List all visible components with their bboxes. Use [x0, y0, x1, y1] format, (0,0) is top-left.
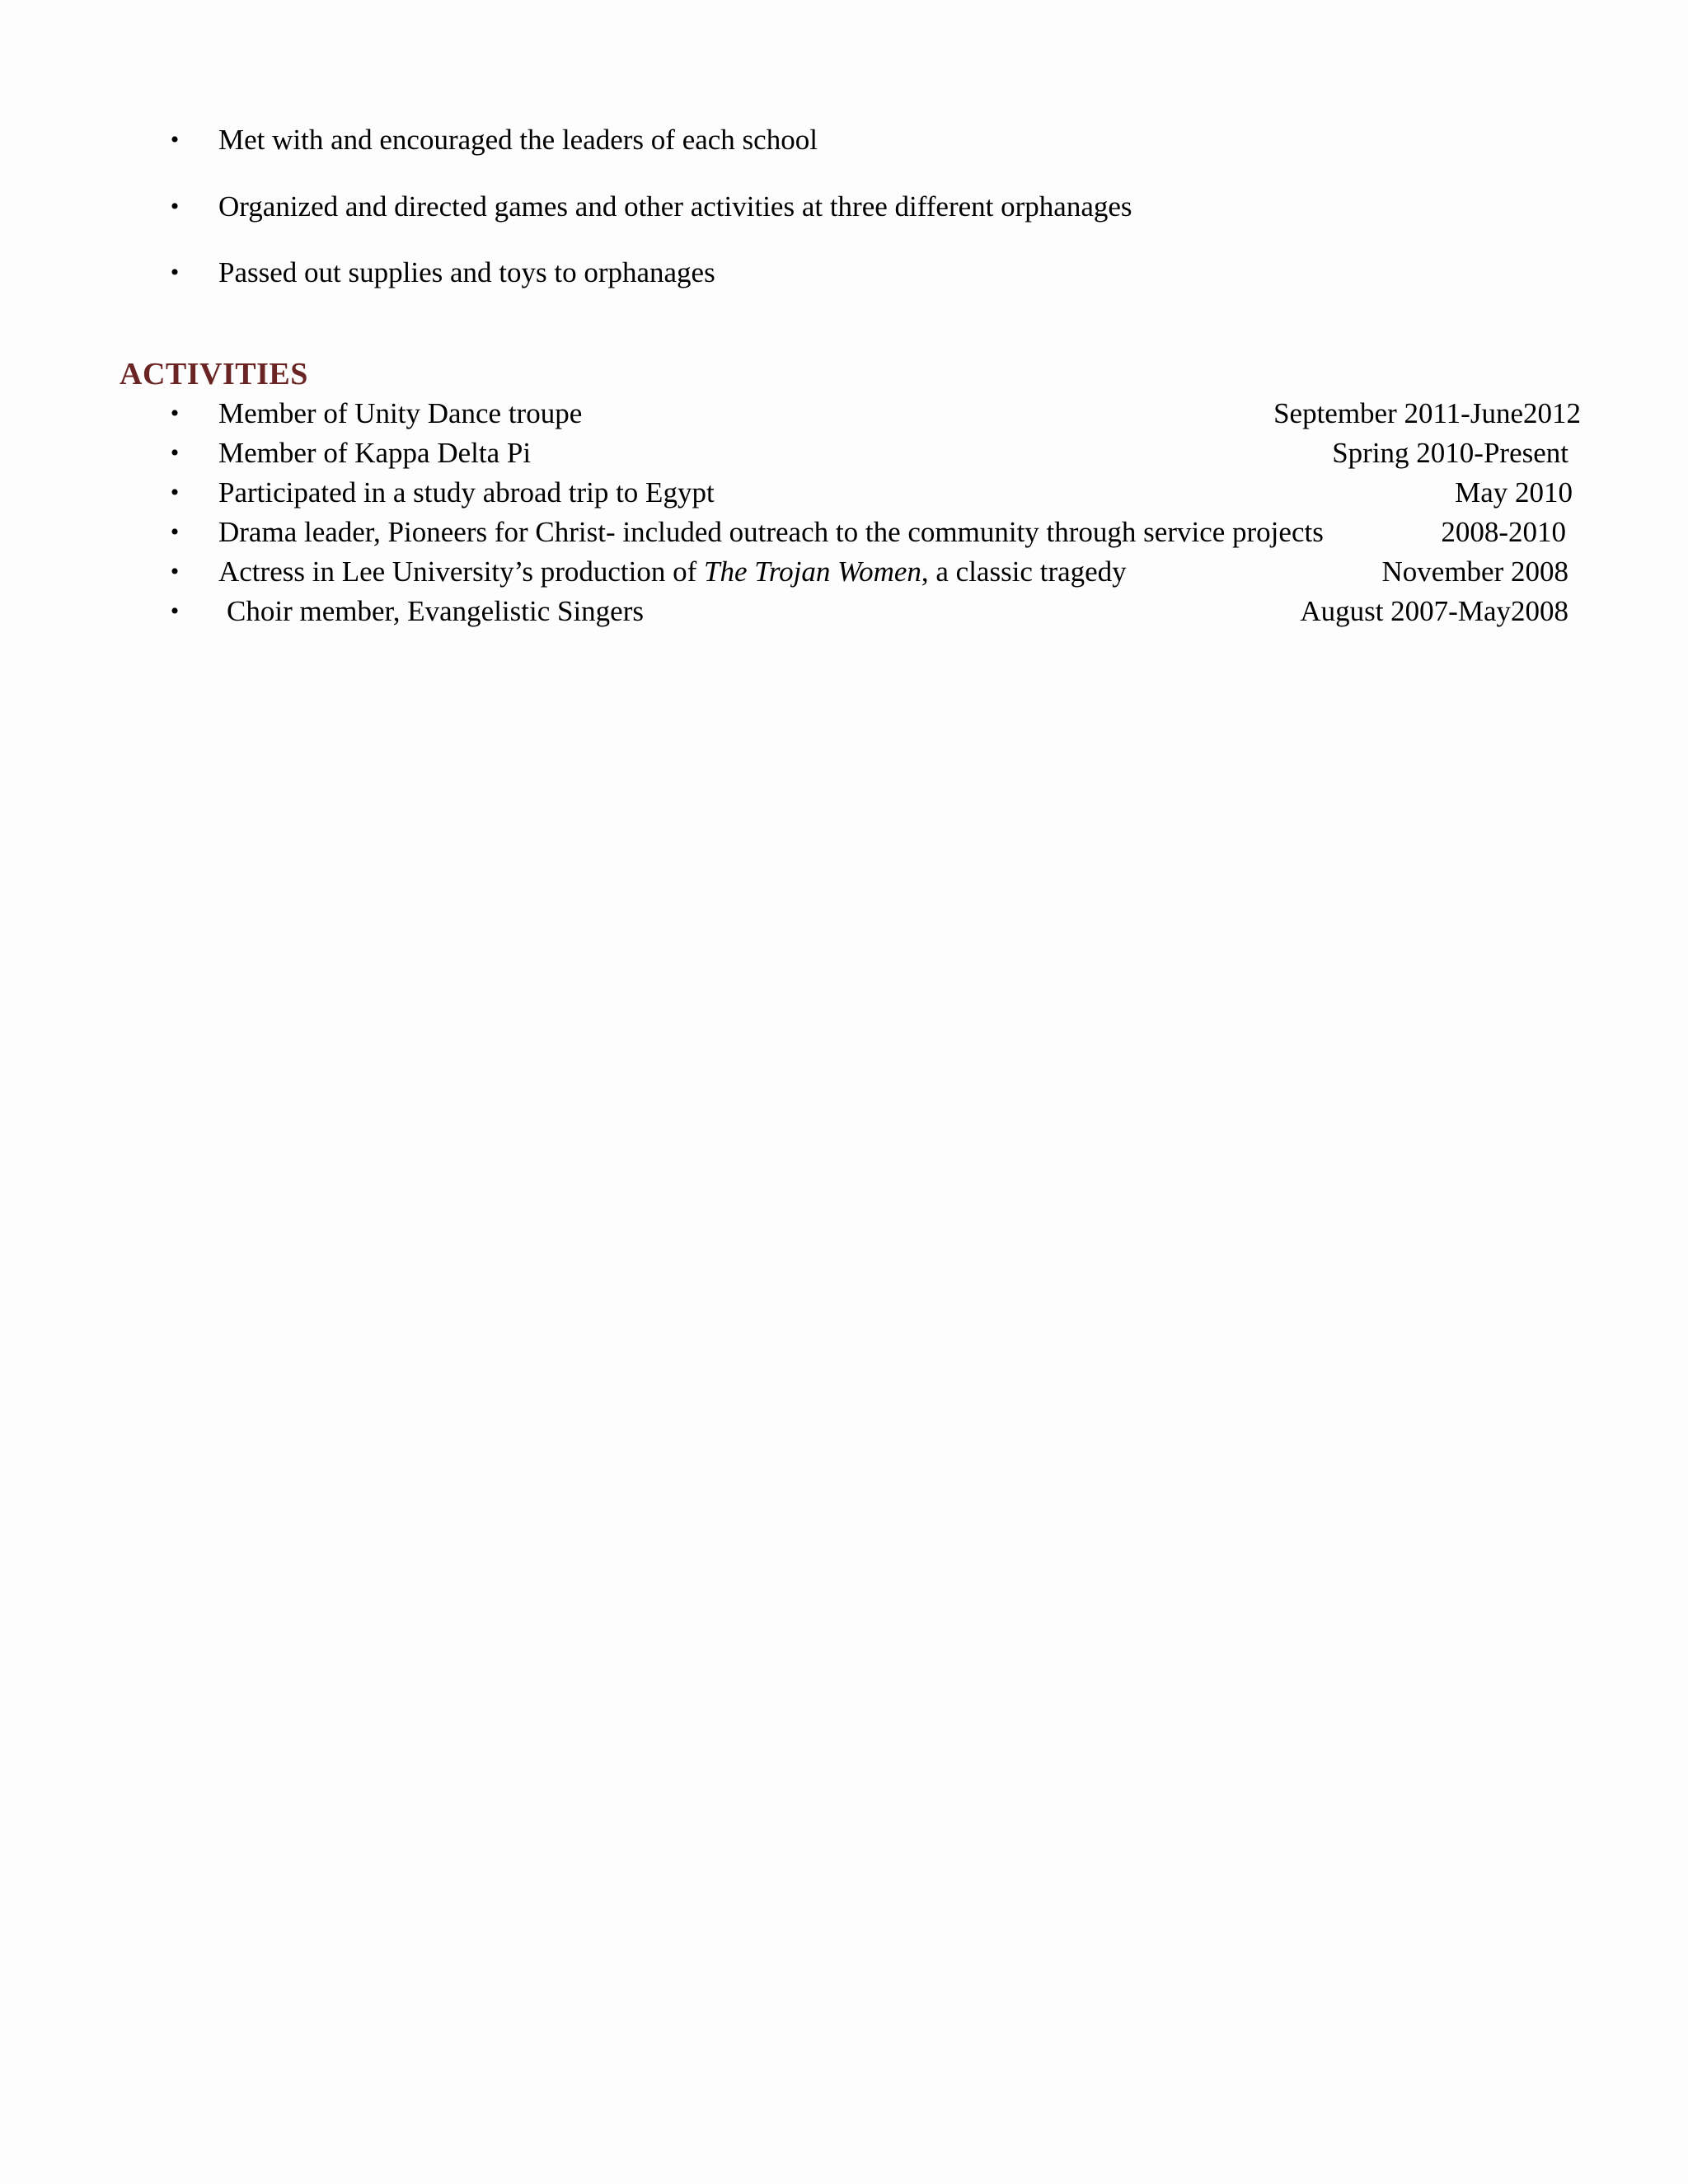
bullet-icon: • [170, 518, 180, 546]
list-item [0, 187, 1688, 227]
activity-text-title: The Trojan Women [704, 555, 921, 588]
bullet-icon: • [170, 400, 180, 427]
activity-item [0, 592, 1688, 631]
section-heading-activities: ACTIVITIES [120, 357, 308, 391]
activity-item [0, 394, 1688, 434]
activity-date: August 2007-May2008 [1300, 595, 1568, 627]
bullet-icon: • [170, 558, 180, 585]
activity-text: Choir member, Evangelistic Singers [227, 595, 644, 627]
activity-date: May 2010 [1455, 476, 1573, 509]
activity-text: Drama leader, Pioneers for Christ- included outreach to the community through service projects [218, 516, 1324, 548]
activity-date: November 2008 [1381, 555, 1568, 588]
list-item-text: Met with and encouraged the leaders of each school [218, 124, 818, 156]
activity-text: Member of Unity Dance troupe [218, 397, 583, 429]
bullet-icon: • [170, 439, 180, 466]
list-item-text: Organized and directed games and other activities at three different orphanages [218, 190, 1132, 223]
bullet-icon: • [170, 479, 180, 506]
activity-text: Member of Kappa Delta Pi [218, 437, 532, 469]
bullet-icon: • [170, 598, 180, 625]
activity-date: Spring 2010-Present [1332, 437, 1568, 469]
activity-date: 2008-2010 [1441, 516, 1566, 548]
bullet-icon: • [170, 259, 180, 286]
activity-item [0, 473, 1688, 513]
activity-text: Participated in a study abroad trip to Egypt [218, 476, 715, 509]
list-item [0, 120, 1688, 160]
activity-item [0, 434, 1688, 473]
activity-text [218, 552, 1127, 592]
activity-item [0, 513, 1688, 552]
activity-date: September 2011-June2012 [1273, 397, 1581, 429]
list-item [0, 253, 1688, 293]
activity-text-before: Actress in Lee University’s production of [218, 555, 705, 588]
list-item-text: Passed out supplies and toys to orphanages [218, 256, 715, 288]
activity-text-after: , a classic tragedy [921, 555, 1127, 588]
bullet-icon: • [170, 126, 180, 153]
bullet-icon: • [170, 193, 180, 220]
activity-item [0, 552, 1688, 592]
